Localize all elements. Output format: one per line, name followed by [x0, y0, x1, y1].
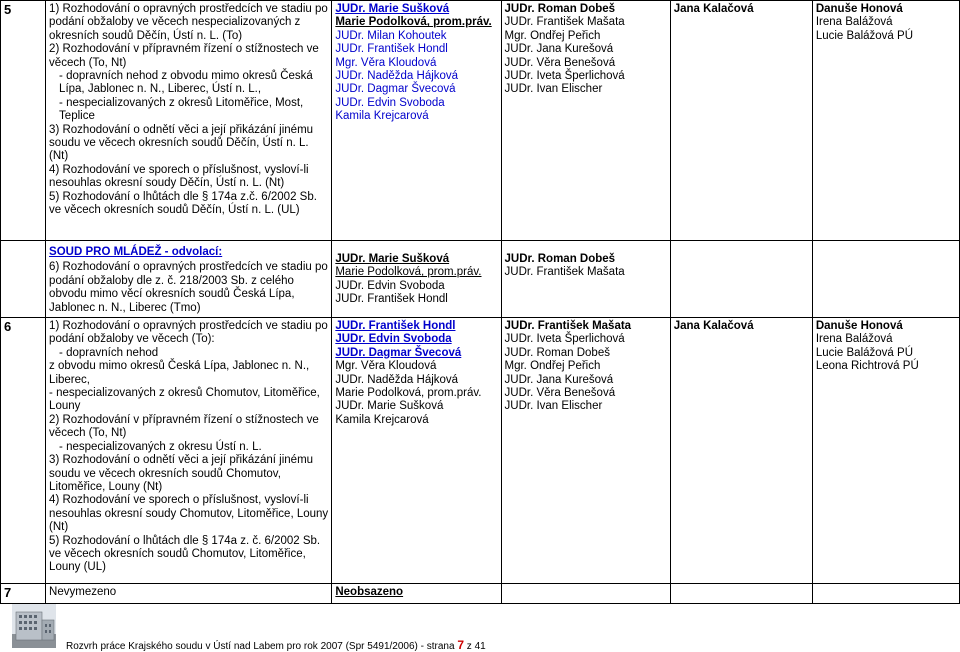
judge-name: Marie Podolková, prom.práv. [335, 16, 492, 29]
row-number: 7 [1, 584, 46, 604]
judges-cell [332, 318, 501, 584]
judge-name: JUDr. Edvin Svoboda [335, 333, 452, 346]
agenda-item: 3) Rozhodování o odnětí věci a její přikázání jinému soudu ve věcech okresních soudů Chomutov, Litoměřice, Louny (Nt) [49, 454, 314, 493]
judge-name: JUDr. František Hondl [335, 43, 448, 56]
judge-name: Mgr. Věra Kloudová [335, 360, 437, 373]
vsu-name: JUDr. Roman Dobeš [504, 253, 616, 265]
office-head-name: Jana Kalačová [673, 320, 754, 333]
staff-name: Danuše Honová [815, 320, 903, 333]
agenda-item: 5) Rozhodování o lhůtách dle § 174a z.č. 6/2002 Sb. ve věcech okresních soudů Děčín, Ústí n. L. (UL) [49, 190, 317, 217]
judge-name: JUDr. Marie Sušková [335, 400, 444, 413]
vsu-name: JUDr. Iveta Šperlichová [504, 333, 625, 346]
vsu-name: JUDr. Jana Kurešová [504, 43, 614, 56]
agenda-item: 3) Rozhodování o odnětí věci a její přikázání jinému soudu ve věcech okresních soudů Děčín, Ústí n. L. (Nt) [49, 123, 314, 163]
agenda-cell [46, 318, 332, 584]
vsu-name: JUDr. František Mašata [504, 266, 625, 279]
agenda-item: 4) Rozhodování ve sporech o příslušnost, vysloví-li nesouhlas okresní soudy Chomutov, Litoměřice, Louny (Nt) [49, 494, 329, 534]
vsu-name: JUDr. Roman Dobeš [504, 346, 610, 359]
row-number: 5 [1, 1, 46, 241]
vsu-name: JUDr. Věra Benešová [504, 56, 616, 69]
vsu-name: JUDr. Věra Benešová [504, 387, 616, 400]
judge-name: Neobsazeno [335, 586, 404, 599]
agenda-item: Nevymezeno [49, 586, 117, 599]
vsu-cell [501, 318, 670, 584]
staff-name: Irena Balážová [815, 333, 893, 346]
agenda-item: 5) Rozhodování o lhůtách dle § 174a z. č. 6/2002 Sb. ve věcech okresních soudů Chomutov, Litoměřice, Louny (UL) [49, 534, 321, 574]
judge-name: JUDr. František Hondl [335, 293, 448, 306]
staff-name: Irena Balážová [815, 16, 893, 29]
agenda-item: - dopravních nehod z obvodu mimo okresů Česká Lípa, Jablonec n. N., Liberec, Ústí n. L., [59, 70, 313, 96]
judge-name: JUDr. Marie Sušková [335, 253, 450, 265]
judge-name: Mgr. Věra Kloudová [335, 56, 437, 69]
staff-name: Danuše Honová [815, 3, 903, 15]
youth-court-heading: SOUD PRO MLÁDEŽ - odvolací: [49, 246, 223, 258]
agenda-item: 1) Rozhodování o opravných prostředcích ve stadiu po podání obžaloby ve věcech nespecializovaných z okresních soudů Děčín, Ústí n. L. (To) [49, 3, 328, 42]
agenda-item: 2) Rozhodování v přípravném řízení o stížnostech ve věcech (To, Nt) [49, 43, 319, 69]
page-footer [0, 600, 960, 652]
agenda-item: - nespecializovaných z okresů Litoměřice, Most, Teplice [59, 96, 304, 123]
vsu-name: JUDr. František Mašata [504, 16, 625, 29]
staff-name: Lucie Balážová PÚ [815, 346, 913, 359]
vsu-name: JUDr. Iveta Šperlichová [504, 70, 625, 83]
office-head-name: Jana Kalačová [673, 3, 754, 15]
judge-name: JUDr. Edvin Svoboda [335, 96, 445, 109]
vsu-name: JUDr. Jana Kurešová [504, 373, 614, 386]
vsu-name: JUDr. Ivan Elischer [504, 83, 603, 96]
staff-cell [812, 1, 959, 241]
vsu-name: Mgr. Ondřej Peřich [504, 360, 601, 373]
vsu-name: JUDr. Roman Dobeš [504, 3, 616, 15]
judge-name: Marie Podolková, prom.práv. [335, 266, 482, 279]
page-total: z 41 [466, 641, 486, 652]
row-number: 6 [1, 318, 46, 584]
judge-name: JUDr. Marie Sušková [335, 3, 450, 15]
staff-name: Lucie Balážová PÚ [815, 29, 913, 42]
page-number: 7 [457, 638, 465, 652]
staff-cell [812, 318, 959, 584]
vsu-cell [501, 241, 670, 318]
judge-name: JUDr. Naděžda Hájková [335, 373, 459, 386]
table-row [1, 241, 960, 318]
vsu-name: Mgr. Ondřej Peřich [504, 29, 601, 42]
table-row [1, 318, 960, 584]
court-building-logo [12, 604, 56, 648]
judges-cell [332, 241, 501, 318]
agenda-item: 2) Rozhodování v přípravném řízení o stížnostech ve věcech (To, Nt) [49, 413, 319, 440]
judge-name: Kamila Krejcarová [335, 110, 429, 123]
vsu-cell [501, 1, 670, 241]
judge-name: JUDr. František Hondl [335, 320, 456, 333]
footer-text: Rozvrh práce Krajského soudu v Ústí nad Labem pro rok 2007 (Spr 5491/2006) - strana [66, 641, 455, 652]
judge-name: JUDr. Milan Kohoutek [335, 29, 447, 42]
footer-caption [66, 638, 486, 652]
judges-cell [332, 1, 501, 241]
agenda-item: 4) Rozhodování ve sporech o příslušnost, vysloví-li nesouhlas okresní soudy Děčín, Ústí n. L. (Nt) [49, 163, 309, 190]
agenda-item: z obvodu mimo okresů Česká Lípa, Jablonec n. N., Liberec, [49, 360, 310, 386]
office-head-cell [670, 318, 812, 584]
agenda-cell [46, 1, 332, 241]
judge-name: Marie Podolková, prom.práv. [335, 387, 482, 400]
judge-name: JUDr. Naděžda Hájková [335, 70, 459, 83]
judge-name: JUDr. Dagmar Švecová [335, 83, 456, 96]
youth-court-cell [46, 241, 332, 318]
agenda-item: - nespecializovaných z okresu Ústí n. L. [59, 440, 262, 453]
judge-name: Kamila Krejcarová [335, 413, 429, 426]
agenda-item: 6) Rozhodování o opravných prostředcích ve stadiu po podání obžaloby dle z. č. 218/2003 Sb. z celého obvodu mimo věcí okresních soudů Česká Lípa, Jablonec n. N., Liberec (Tmo) [49, 261, 328, 314]
agenda-item: 1) Rozhodování o opravných prostředcích ve stadiu po podání obžaloby ve věcech (To): [49, 320, 328, 346]
office-head-cell [670, 1, 812, 241]
vsu-name: JUDr. Ivan Elischer [504, 400, 603, 413]
staff-name: Leona Richtrová PÚ [815, 360, 919, 373]
agenda-item: - nespecializovaných z okresů Chomutov, Litoměřice, Louny [49, 387, 320, 413]
judge-name: JUDr. Dagmar Švecová [335, 346, 462, 359]
vsu-name: JUDr. František Mašata [504, 320, 632, 333]
table-row [1, 1, 960, 241]
agenda-item: - dopravních nehod [59, 346, 159, 359]
judge-name: JUDr. Edvin Svoboda [335, 279, 445, 292]
